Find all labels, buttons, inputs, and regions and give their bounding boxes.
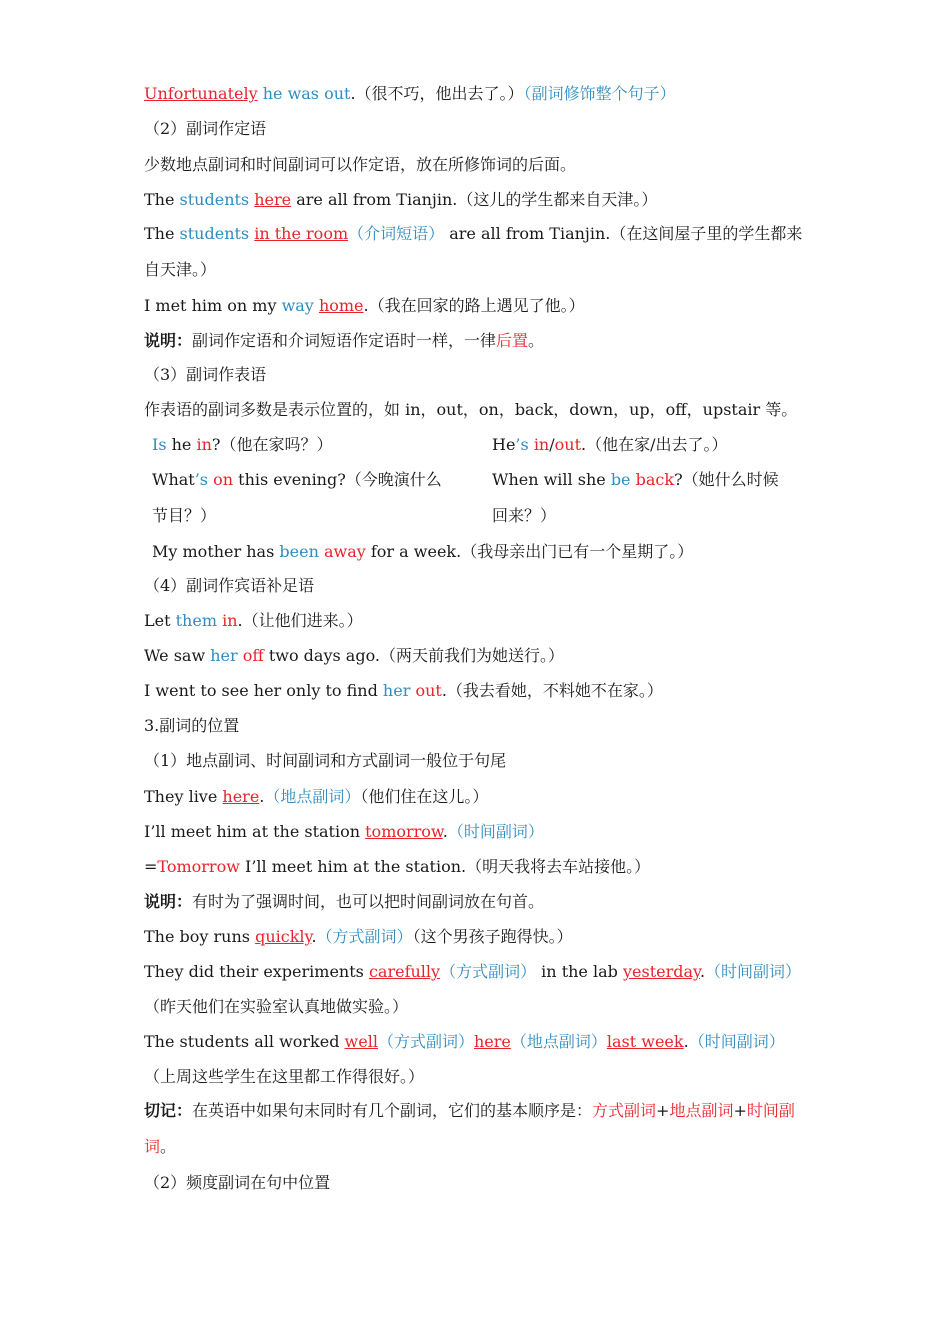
section-heading: （4）副词作宾语补足语: [144, 576, 315, 595]
example-cell: [492, 462, 792, 534]
text: I went to see her only to find: [144, 681, 383, 700]
translation-line: （昨天他们在实验室认真地做实验。）: [144, 997, 409, 1016]
text: .: [683, 1032, 689, 1051]
example-line: [144, 856, 650, 878]
adverb-highlight: quickly: [255, 927, 312, 946]
text: 。: [528, 331, 545, 350]
note-text: （时间副词）: [447, 822, 544, 841]
example-line: [152, 541, 693, 563]
text: /: [549, 435, 555, 454]
text: +: [733, 1101, 747, 1120]
text: I met him on my: [144, 296, 282, 315]
text: The boy runs: [144, 927, 256, 946]
translation-text: are all from Tianjin.（这儿的学生都来自天津。）: [291, 190, 658, 209]
translation-text: .（很不巧，他出去了。）: [350, 84, 524, 103]
note-text: （方式副词）: [440, 962, 537, 981]
note-line: [144, 330, 544, 352]
highlight-text: her: [210, 646, 238, 665]
adverb-highlight: carefully: [368, 962, 441, 981]
adverb-highlight: out: [415, 681, 442, 700]
note-label: 说明：: [144, 892, 193, 911]
text: He: [492, 435, 516, 454]
translation-text: ?（她什么时候回来？）: [492, 470, 779, 525]
adverb-highlight: in: [196, 435, 212, 454]
paragraph: 少数地点副词和时间副词可以作定语，放在所修饰词的后面。: [144, 155, 577, 174]
text: My mother has: [152, 542, 280, 561]
translation-text: .（我去看她，不料她不在家。）: [441, 681, 663, 700]
text: The students all worked: [144, 1032, 345, 1051]
translation-text: .（我在回家的路上遇见了他。）: [363, 296, 585, 315]
adverb-highlight: away: [323, 542, 366, 561]
adverb-highlight: well: [344, 1032, 378, 1051]
paragraph: 作表语的副词多数是表示位置的，如 in，out，on，back，down，up，off，upstair 等。: [144, 400, 798, 419]
text: What: [152, 470, 195, 489]
highlight-text: he was out: [257, 84, 351, 103]
example-line: [144, 786, 488, 808]
section-heading: 3.副词的位置: [144, 716, 240, 735]
text: .: [442, 822, 448, 841]
text: +: [656, 1101, 670, 1120]
section-heading: （2）副词作定语: [144, 119, 267, 138]
highlight-text: ’s: [194, 470, 209, 489]
translation-text: （他们住在这儿。）: [360, 787, 489, 806]
highlight-text: 方式副词: [592, 1101, 657, 1120]
example-line: [144, 961, 801, 983]
note-text: （地点副词）: [510, 1032, 607, 1051]
text: 在英语中如果句末同时有几个副词，它们的基本顺序是：: [192, 1101, 593, 1120]
text: We saw: [144, 646, 211, 665]
example-line: [144, 295, 585, 317]
example-line: [144, 926, 573, 948]
translation-text: this evening?（今晚演什么节目？）: [152, 470, 442, 525]
adverb-highlight: in: [533, 435, 550, 454]
adverb-highlight: Unfortunately: [144, 84, 258, 103]
adverb-highlight: here: [254, 190, 292, 209]
translation-text: .（他在家/出去了。）: [581, 435, 728, 454]
note-text: （介词短语）: [348, 224, 445, 243]
adverb-highlight: on: [213, 470, 234, 489]
text: .: [311, 927, 317, 946]
adverb-highlight: off: [242, 646, 264, 665]
highlight-text: 地点副词: [669, 1101, 734, 1120]
highlight-text: way: [281, 296, 314, 315]
section-heading: （2）频度副词在句中位置: [144, 1173, 331, 1192]
adverb-highlight: here: [222, 787, 260, 806]
note-text: （方式副词）: [377, 1032, 474, 1051]
section-heading: （1）地点副词、时间副词和方式副词一般位于句尾: [144, 751, 507, 770]
example-cell: [152, 462, 452, 534]
example-line: [144, 821, 544, 843]
text: When will she: [492, 470, 611, 489]
highlight-text: been: [279, 542, 319, 561]
translation-text: （这个男孩子跑得快。）: [412, 927, 573, 946]
adverb-highlight: out: [554, 435, 581, 454]
text: he: [166, 435, 197, 454]
adverb-highlight: last week: [606, 1032, 684, 1051]
text: Let: [144, 611, 176, 630]
highlight-text: her: [382, 681, 411, 700]
example-line: [144, 1031, 785, 1053]
text: They did their experiments: [144, 962, 369, 981]
text: 副词作定语和介词短语作定语时一样，一律: [192, 331, 497, 350]
adverb-highlight: tomorrow: [365, 822, 443, 841]
translation-text: I’ll meet him at the station.（明天我将去车站接他。）: [239, 857, 651, 876]
note-line: [144, 891, 544, 913]
note-text: （地点副词）: [264, 787, 361, 806]
adverb-highlight: back: [635, 470, 675, 489]
text: =: [144, 857, 158, 876]
note-text: （时间副词）: [688, 1032, 785, 1051]
translation-text: for a week.（我母亲出门已有一个星期了。）: [365, 542, 694, 561]
translation-text: two days ago.（两天前我们为她送行。）: [263, 646, 565, 665]
highlight-text: students: [179, 190, 250, 209]
example-line: [144, 610, 363, 632]
adverb-highlight: here: [473, 1032, 511, 1051]
note-text: （时间副词）: [705, 962, 802, 981]
highlight-text: Is: [152, 435, 167, 454]
translation-text: are all from Tianjin.（在这间屋子里的学生都来自天津。）: [144, 224, 803, 279]
section-heading: （3）副词作表语: [144, 365, 267, 384]
text: The: [144, 190, 180, 209]
note-text: （副词修饰整个句子）: [523, 84, 676, 103]
text: 有时为了强调时间，也可以把时间副词放在句首。: [192, 892, 545, 911]
highlight-text: them: [175, 611, 217, 630]
adverb-highlight: yesterday: [622, 962, 700, 981]
example-line: [144, 680, 663, 702]
text: .: [259, 787, 265, 806]
highlight-text: 后置: [496, 331, 529, 350]
example-line: [144, 216, 809, 288]
example-line: [144, 645, 564, 667]
example-cell: [152, 427, 452, 463]
example-line: [144, 189, 657, 211]
note-line: [144, 1093, 809, 1165]
note-label: 切记：: [144, 1101, 193, 1120]
adverb-highlight: home: [318, 296, 364, 315]
text: They live: [144, 787, 223, 806]
text: in the lab: [536, 962, 623, 981]
example-cell: [492, 427, 792, 463]
translation-line: （上周这些学生在这里都工作得很好。）: [144, 1067, 425, 1086]
adverb-highlight: in: [222, 611, 238, 630]
text: The: [144, 224, 180, 243]
example-line: [144, 83, 676, 105]
highlight-text: students: [179, 224, 250, 243]
adverb-highlight: in the room: [254, 224, 349, 243]
note-label: 说明：: [144, 331, 193, 350]
highlight-text: ’s: [515, 435, 529, 454]
text: I’ll meet him at the station: [144, 822, 366, 841]
translation-text: .（让他们进来。）: [237, 611, 363, 630]
adverb-highlight: Tomorrow: [157, 857, 240, 876]
highlight-text: 时间副词: [144, 1101, 795, 1156]
text: .: [699, 962, 706, 981]
highlight-text: be: [610, 470, 631, 489]
note-text: （方式副词）: [316, 927, 413, 946]
translation-text: ?（他在家吗？）: [211, 435, 333, 454]
text: 。: [160, 1137, 177, 1156]
